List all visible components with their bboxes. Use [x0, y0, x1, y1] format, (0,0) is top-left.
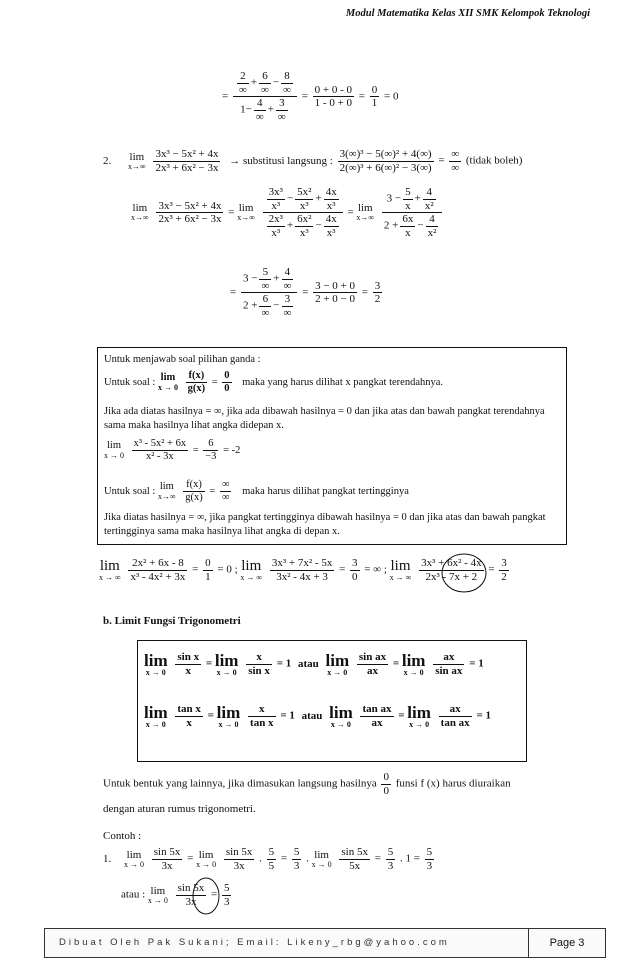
highlight-circle [440, 552, 490, 594]
page-number: Page 3 [528, 929, 605, 957]
tip-example: lim x → 0 $\frac{\text{x³ - 5x² + 6x}}{\text{x² - 3x}}$ = $\frac{6}{-3}$ = -2 [104, 438, 241, 463]
example2-line1: 2. lim x→∞ $\frac{\text{3x³ − 5x² + 4x}}{\text{2x³ + 6x² − 3x}}$ → substitusi langsung : $\frac{\text{3(∞)³ − 5(∞)² + 4(∞)}}{\text{2(∞)³ + 6(∞)² − 3(∞)}}$ = $\frac{\infty}{\infty}$ (tidak boleh) [103, 148, 523, 174]
trig-formula-box [137, 640, 527, 762]
example2-line2: lim x→∞ $\frac{\text{3x³ − 5x² + 4x}}{\text{2x³ + 6x² − 3x}}$ = lim x→∞ $\frac{\text{3x³}}{\text{x³}}$ − $\frac{\text{5x²}}{\text{x³}}$ + $\frac{4x}{\text{x³}}$ $\frac{\text{2x³}}{\text{x³}}$ + $\frac{\text{6x²}}{\text{x³}}$ − $\frac{4x}{\text{x³}}$ = lim x→∞ 3 − $\frac{5}{x}$ + $\frac{4}{\text{x²}}$ 2 + $\frac{6x}{x}$ − $\frac{4}{\text{x²}}$ [131, 186, 444, 240]
trig-paragraph-2: dengan aturan rumus trigonometri. [103, 803, 256, 815]
page-header: Modul Matematika Kelas XII SMK Kelompok Teknologi [345, 8, 590, 19]
contoh-label: Contoh : [103, 830, 142, 842]
contoh-line2: atau : lim x → 0 $\frac{\sin 5x}{3x}$ = $\frac{5}{3}$ [121, 882, 230, 908]
footer-credit: Dibuat Oleh Pak Sukani; Email: Likeny_rbg@yahoo.com [59, 937, 450, 948]
tip-soal1: Untuk soal : lim x → 0 $\frac{f(x)}{g(x)}$ = $\frac{0}{0}$ maka yang harus dilihat x pangkat terendahnya. [104, 370, 444, 395]
example1-result: = $\frac{2}{\infty}$ + $\frac{6}{\infty}$ − $\frac{8}{\infty}$ 1− $\frac{4}{\infty}$ + $\frac{3}{\infty}$ = $\frac{0 + 0 - 0}{1 - 0 + 0}$ = $\frac{0}{1}$ = 0 [222, 70, 399, 123]
example2-line3: = 3 − $\frac{5}{\infty}$ + $\frac{4}{\infty}$ 2 + $\frac{6}{\infty}$ − $\frac{3}{\infty}$ = $\frac{3 - 0 + 0}{2 + 0 - 0}$ = $\frac{3}{2}$ [230, 266, 381, 319]
tip-soal2: Untuk soal : lim x→∞ $\frac{f(x)}{g(x)}$ = $\frac{\infty}{\infty}$ maka harus dilihat pangkat tertingginya [104, 479, 409, 504]
page-footer [44, 928, 606, 958]
tip-box: Untuk menjawab soal pilihan ganda : Untuk soal : lim x → 0 $\frac{f(x)}{g(x)}$ = $\frac{0}{0}$ maka yang harus dilihat x pangkat terendahnya. Jika ada diatas hasilnya = ∞, jika ada dibawah hasilnya = 0 dan jika atas dan bawah pangkat terendahnya sama maka hasilnya lihat angka didepan x. lim x → 0 $\frac{\text{x³ - 5x² + 6x}}{\text{x² - 3x}}$ = $\frac{6}{-3}$ = -2 Untuk soal : lim x→∞ $\frac{f(x)}{g(x)}$ = $\frac{\infty}{\infty}$ maka harus dilihat pangkat tertingginya Jika diatas hasilnya = ∞, jika pangkat tertingginya dibawah hasilnya = 0 dan jika atas dan bawah pangkat tertingginya sama maka hasilnya lihat angka di depan x. [97, 347, 567, 545]
three-limit-examples: lim x → ∞ $\frac{\text{2x² + 6x - 8}}{\text{x³ - 4x² + 3x}}$ = $\frac{0}{1}$ = 0 ; lim x → ∞ $\frac{\text{3x³ + 7x² - 5x}}{\text{3x² - 4x + 3}}$ = $\frac{3}{0}$ = ∞ ; lim x → ∞ $\frac{\text{3x³ + 6x² - 4x}}{\text{2x³ - 7x + 2}}$ = $\frac{3}{2}$ [99, 557, 507, 583]
section-title: b. Limit Fungsi Trigonometri [103, 615, 241, 627]
contoh-line1: 1. lim x → 0 $\frac{\sin 5x}{3x}$ = lim x → 0 $\frac{\sin 5x}{3x}$ . $\frac{5}{5}$ = $\frac{5}{3}$ . lim x → 0 $\frac{\sin 5x}{5x}$ = $\frac{5}{3}$ . 1 = $\frac{5}{3}$ [103, 846, 433, 872]
compound-fraction: $\frac{2}{\infty}$ + $\frac{6}{\infty}$ − $\frac{8}{\infty}$ 1− $\frac{4}{\infty}$ + $\frac{3}{\infty}$ [233, 70, 297, 124]
highlight-circle [190, 876, 224, 916]
trig-row-sin: lim x → 0 $\frac{\text{sin x}}{x}$ = lim x → 0 $\frac{x}{\text{sin x}}$ = 1 atau lim x → 0 $\frac{\text{sin ax}}{ax}$ = lim x → 0 $\frac{ax}{\text{sin ax}}$ = 1 [144, 650, 484, 677]
trig-row-tan: lim x → 0 $\frac{\text{tan x}}{x}$ = lim x → 0 $\frac{x}{\text{tan x}}$ = 1 atau lim x → 0 $\frac{\text{tan ax}}{ax}$ = lim x → 0 $\frac{ax}{\text{tan ax}}$ = 1 [144, 702, 491, 729]
trig-paragraph: Untuk bentuk yang lainnya, jika dimasukan langsung hasilnya $\frac{0}{0}$ funsi f (x) harus diuraikan [103, 771, 511, 797]
